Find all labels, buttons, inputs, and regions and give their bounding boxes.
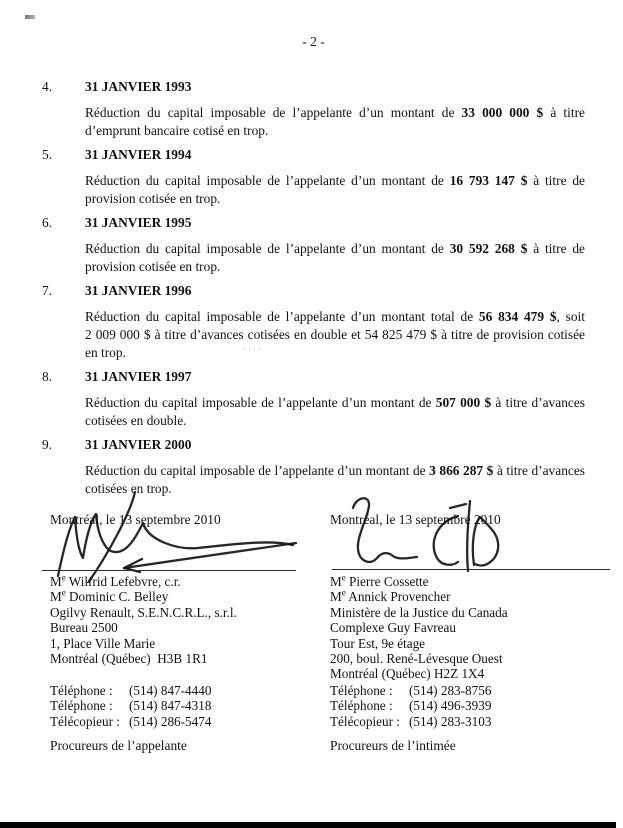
text-run: M [330, 589, 342, 605]
list-item [42, 368, 585, 436]
address-line [330, 666, 508, 681]
text-run: Ogilvy Renault, S.E.N.C.R.L., s.r.l. [50, 604, 237, 620]
item-date-heading: 31 JANVIER 1993 [85, 79, 192, 94]
address-line [330, 620, 508, 635]
item-paragraph [85, 394, 585, 430]
text-run: e [61, 588, 66, 599]
signature-stroke [353, 498, 417, 562]
text-run: Wilfrid Lefebvre, c.r. [65, 574, 181, 589]
text-run: à titre d’emprunt bancaire cotisé en trop. [85, 105, 585, 138]
text-run: à titre de provision cotisée en trop. [85, 173, 585, 206]
item-date-heading: 31 JANVIER 1996 [85, 283, 192, 298]
signature-section [42, 505, 585, 765]
phone-number: (514) 496-3939 [409, 698, 492, 714]
list-item [42, 146, 585, 214]
phone-label: Télécopieur : [330, 713, 400, 729]
text-run: M [50, 589, 62, 605]
text-run: Réduction du capital imposable de l’appelante d’un montant de [85, 173, 450, 188]
text-run: 33 000 000 $ [461, 105, 544, 120]
list-item [42, 78, 585, 146]
signature-line-left [42, 570, 296, 571]
address-line [50, 620, 237, 635]
list-item [42, 282, 585, 368]
address-line [50, 589, 237, 604]
item-paragraph [85, 308, 585, 362]
scan-dots-artifact: ···· [243, 344, 263, 354]
phone-block-left [50, 683, 211, 729]
text-run: 56 834 479 $ [478, 309, 557, 324]
text-run: M [50, 574, 62, 589]
phone-number: (514) 847-4318 [129, 698, 212, 714]
text-run: e [341, 588, 346, 599]
text-run: Pierre Cossette [345, 574, 429, 589]
text-run: Montréal (Québec) H3B 1R1 [50, 651, 208, 667]
address-line [330, 574, 508, 589]
text-run: e [61, 572, 66, 583]
text-run: Tour Est, 9e étage [330, 635, 426, 651]
phone-row [50, 698, 211, 713]
text-run: Réduction du capital imposable de l’appelante d’un montant de [85, 463, 430, 478]
scan-edge-bar [0, 822, 616, 828]
address-line [330, 589, 508, 604]
item-body [85, 436, 585, 504]
numbered-items-list [42, 78, 585, 504]
signature-stroke [124, 543, 296, 568]
item-body [85, 78, 585, 146]
text-run: Réduction du capital imposable de l’appelante d’un montant de [85, 105, 462, 120]
phone-row [330, 698, 491, 713]
page-content [42, 0, 585, 504]
counsel-address-left [50, 574, 237, 666]
signature-date-right: Montréal, le 13 septembre 2010 [330, 512, 501, 527]
item-body [85, 214, 585, 282]
list-item [42, 214, 585, 282]
item-number: 4. [42, 79, 53, 94]
item-body [85, 282, 585, 368]
item-body [85, 368, 585, 436]
text-run: Ministère de la Justice du Canada [330, 604, 508, 620]
text-run: à titre d’avances cotisées en trop. [85, 463, 585, 496]
text-run: M [330, 574, 342, 589]
text-run: Annick Provencher [345, 589, 451, 605]
item-paragraph [85, 240, 585, 276]
address-line [330, 651, 508, 666]
text-run: Réduction du capital imposable de l’appelante d’un montant de [85, 395, 436, 410]
phone-label: Téléphone : [330, 683, 393, 698]
address-line [330, 636, 508, 651]
text-run: 3 866 287 $ [429, 463, 494, 478]
phone-label: Télécopieur : [50, 713, 120, 729]
item-date-heading: 31 JANVIER 1995 [85, 215, 192, 230]
counsel-role-left: Procureurs de l’appelante [50, 738, 187, 753]
item-paragraph [85, 104, 585, 140]
counsel-address-right [330, 574, 508, 682]
item-number: 7. [42, 283, 53, 298]
text-run: 200, boul. René-Lévesque Ouest [330, 651, 503, 667]
list-item [42, 436, 585, 504]
phone-number: (514) 847-4440 [129, 683, 212, 698]
phone-row [330, 714, 491, 729]
item-date-heading: 31 JANVIER 1994 [85, 147, 192, 162]
text-run: à titre de provision cotisée en trop. [85, 241, 585, 274]
signature-date-left: Montréal, le 13 septembre 2010 [50, 512, 221, 527]
item-date-heading: 31 JANVIER 2000 [85, 437, 192, 452]
phone-row [50, 714, 211, 729]
signature-stroke [450, 504, 466, 508]
item-paragraph [85, 462, 585, 498]
item-number: 8. [42, 369, 53, 384]
text-run: 507 000 $ [435, 395, 492, 410]
phone-label: Téléphone : [50, 683, 113, 698]
scan-smudge-artifact [25, 15, 35, 19]
phone-block-right [330, 683, 491, 729]
address-line [330, 605, 508, 620]
text-run: Dominic C. Belley [65, 589, 169, 605]
address-line [50, 636, 237, 651]
phone-row [330, 683, 491, 698]
text-run: Montréal (Québec) H2Z 1X4 [330, 666, 485, 682]
address-line [50, 605, 237, 620]
text-run: 16 793 147 $ [449, 173, 528, 188]
item-number: 6. [42, 215, 53, 230]
item-number: 9. [42, 437, 53, 452]
phone-row [50, 683, 211, 698]
page-number: - 2 - [302, 34, 325, 49]
phone-number: (514) 283-8756 [409, 683, 492, 698]
item-number: 5. [42, 147, 53, 162]
phone-label: Téléphone : [330, 698, 393, 714]
text-run: e [341, 572, 346, 583]
phone-number: (514) 286-5474 [129, 713, 212, 729]
item-paragraph [85, 172, 585, 208]
text-run: 1, Place Ville Marie [50, 635, 156, 651]
text-run: , soit 2 009 000 $ à titre d’avances cotisées en double et 54 825 479 $ à titre de provision cotisée en trop. [85, 309, 585, 360]
text-run: Complexe Guy Favreau [330, 620, 456, 636]
item-body [85, 146, 585, 214]
text-run: Réduction du capital imposable de l’appelante d’un montant total de [85, 309, 479, 324]
text-run: 30 592 268 $ [449, 241, 528, 256]
address-line [50, 574, 237, 589]
text-run: Réduction du capital imposable de l’appelante d’un montant de [85, 241, 450, 256]
signature-line-right [332, 569, 610, 570]
text-run: Bureau 2500 [50, 620, 118, 636]
counsel-role-right: Procureurs de l’intimée [330, 738, 456, 753]
phone-number: (514) 283-3103 [409, 713, 492, 729]
item-date-heading: 31 JANVIER 1997 [85, 369, 192, 384]
phone-label: Téléphone : [50, 698, 113, 714]
text-run: à titre d’avances cotisées en double. [85, 395, 585, 428]
address-line [50, 651, 237, 666]
